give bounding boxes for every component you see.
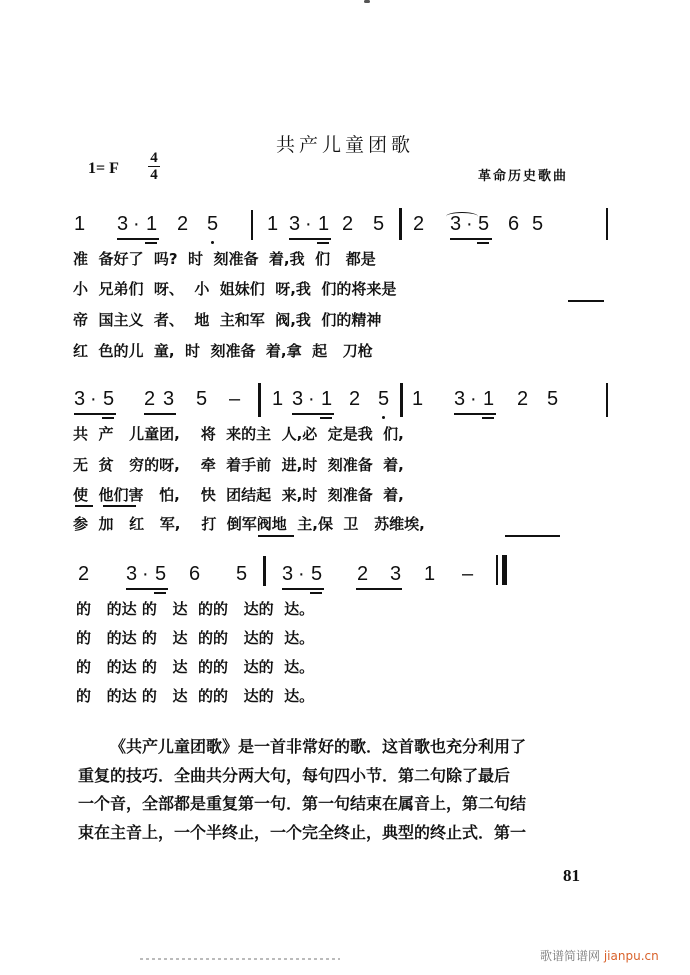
commentary-line: 一个音，全部都是重复第一句．第一句结束在属音上，第二句结 <box>78 794 527 813</box>
underline-eighth <box>356 588 402 590</box>
note-dot: · <box>142 563 149 585</box>
lyric-line-2: 无 贫 穷的呀, 牵 着手前 进,时 刻准备 着, <box>73 456 404 474</box>
note: 2 <box>78 563 90 585</box>
note: 5 <box>547 388 559 410</box>
lyric-line-1: 的 的达 的 达 的的 达的 达。 <box>76 600 315 618</box>
final-barline-thin <box>496 555 498 585</box>
commentary-line: 《共产儿童团歌》是一首非常好的歌．这首歌也充分利用了 <box>110 737 527 756</box>
lyric-line-2: 的 的达 的 达 的的 达的 达。 <box>76 629 315 647</box>
barline <box>263 556 266 586</box>
lyric-line-4: 红 色的儿 童, 时 刻准备 着,拿 起 刀枪 <box>73 342 373 360</box>
note: 1 <box>412 388 424 410</box>
lyric-line-3: 帝 国主义 者、 地 主和军 阀,我 们的精神 <box>73 311 382 329</box>
note: 3 <box>292 388 304 410</box>
underline-eighth <box>117 238 159 240</box>
note: 2 <box>357 563 369 585</box>
note: 3 <box>289 213 301 235</box>
time-signature <box>147 150 161 183</box>
commentary-line: 束在主音上，一个半终止，一个完全终止，典型的终止式．第一 <box>78 822 527 842</box>
note: 1 <box>146 213 158 235</box>
song-title: 共产儿童团歌 <box>275 134 414 156</box>
note: 3 <box>163 388 175 410</box>
underline-sixteenth <box>482 417 494 419</box>
lyric-underline <box>258 535 294 537</box>
note: 5 <box>155 563 167 585</box>
note: 3 <box>282 563 294 585</box>
underline-eighth <box>144 413 176 415</box>
lyric-line-1: 准 备好了 吗? 时 刻准备 着,我 们 都是 <box>73 250 376 268</box>
commentary-text <box>78 733 623 847</box>
note: 5 <box>373 213 385 235</box>
time-signature-bottom: 4 <box>150 167 158 183</box>
note: 1 <box>267 213 279 235</box>
note: 3 <box>454 388 466 410</box>
low-octave-dot <box>382 416 385 419</box>
note: 1 <box>321 388 333 410</box>
note: 2 <box>342 213 354 235</box>
note: 3 <box>450 213 462 235</box>
time-signature-top: 4 <box>150 150 158 166</box>
note: 2 <box>144 388 156 410</box>
note-dot: · <box>133 213 140 235</box>
lyric-underline <box>75 505 93 507</box>
underline-eighth <box>289 238 331 240</box>
lyric-underline <box>103 505 136 507</box>
underline-eighth <box>282 588 324 590</box>
underline-sixteenth <box>102 417 114 419</box>
commentary-line: 重复的技巧．全曲共分两大句，每句四小节．第二句除了最后 <box>78 765 511 785</box>
note: 2 <box>177 213 189 235</box>
note: 5 <box>478 213 490 235</box>
note-dot: · <box>305 213 312 235</box>
watermark-url: jianpu.cn <box>603 949 659 963</box>
barline <box>400 383 403 417</box>
note-dot: · <box>90 388 97 410</box>
underline-sixteenth <box>477 242 489 244</box>
song-source: 革命历史歌曲 <box>478 169 569 184</box>
note: 2 <box>517 388 529 410</box>
lyric-line-2: 小 兄弟们 呀、 小 姐妹们 呀,我 们的将来是 <box>73 280 397 298</box>
note-dot: · <box>298 563 305 585</box>
note: 5 <box>311 563 323 585</box>
key-signature: 1= F <box>88 160 119 177</box>
barline <box>251 210 253 240</box>
note: 5 <box>236 563 248 585</box>
note-dot: · <box>466 213 473 235</box>
note: 1 <box>483 388 495 410</box>
note: 3 <box>117 213 129 235</box>
note: 3 <box>390 563 402 585</box>
underline-eighth <box>454 413 496 415</box>
lyric-line-4: 的 的达 的 达 的的 达的 达。 <box>76 687 315 705</box>
lyric-line-3: 的 的达 的 达 的的 达的 达。 <box>76 658 315 676</box>
note-low: 5 <box>207 213 219 235</box>
note: 6 <box>508 213 520 235</box>
note: 3 <box>126 563 138 585</box>
underline-sixteenth <box>317 242 329 244</box>
underline-sixteenth <box>154 592 166 594</box>
note: 6 <box>189 563 201 585</box>
note: 2 <box>349 388 361 410</box>
note: 1 <box>272 388 284 410</box>
note: 2 <box>413 213 425 235</box>
barline <box>606 208 608 240</box>
note: 5 <box>103 388 115 410</box>
lyric-underline <box>505 535 560 537</box>
low-octave-dot <box>211 241 214 244</box>
underline-eighth <box>292 413 334 415</box>
note: 1 <box>74 213 86 235</box>
note-dot: · <box>308 388 315 410</box>
note: 1 <box>318 213 330 235</box>
lyric-line-1: 共 产 儿童团, 将 来的主 人,必 定是我 们, <box>73 425 404 443</box>
scan-artifact <box>140 958 340 960</box>
underline-sixteenth <box>145 242 157 244</box>
final-barline-thick <box>502 555 507 585</box>
lyric-underline <box>568 300 604 302</box>
note: 3 <box>74 388 86 410</box>
page-number: 81 <box>563 866 580 885</box>
underline-sixteenth <box>310 592 322 594</box>
barline <box>258 383 261 417</box>
dash: – <box>229 388 241 410</box>
lyric-line-3: 使 他们害 怕, 快 团结起 来,时 刻准备 着, <box>73 486 404 504</box>
underline-eighth <box>74 413 116 415</box>
lyric-line-4: 参 加 红 军, 打 倒军阀地 主,保 卫 苏维埃, <box>73 515 425 533</box>
note: 5 <box>196 388 208 410</box>
note: 1 <box>424 563 436 585</box>
watermark-text: 歌谱简谱网 <box>540 949 601 963</box>
note: 5 <box>532 213 544 235</box>
note-dot: · <box>470 388 477 410</box>
page-top-mark <box>364 0 370 3</box>
underline-eighth <box>450 238 492 240</box>
note-low: 5 <box>378 388 390 410</box>
watermark <box>540 947 659 964</box>
barline <box>606 383 608 417</box>
dash: – <box>462 563 474 585</box>
underline-sixteenth <box>320 417 332 419</box>
barline <box>399 208 402 240</box>
underline-eighth <box>126 588 168 590</box>
